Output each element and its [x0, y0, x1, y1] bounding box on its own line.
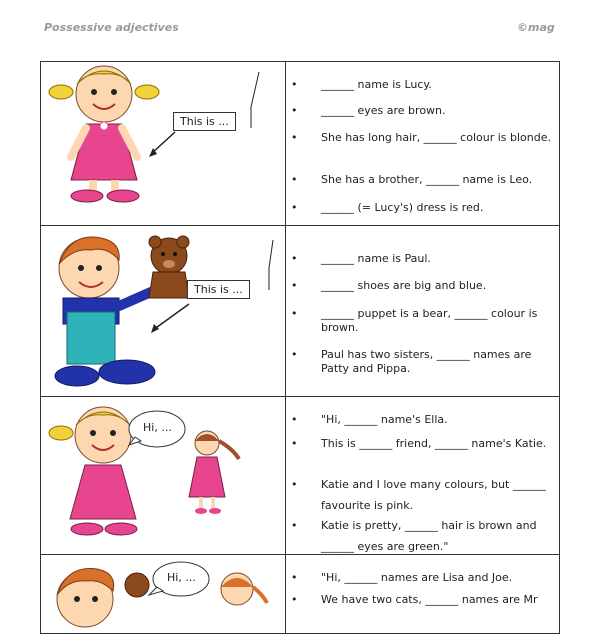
copyright-credit: ©mag [517, 21, 555, 34]
worksheet-title: Possessive adjectives [44, 21, 179, 34]
lucy-picture-cell [41, 62, 286, 225]
list-item: • "Hi, ______ name's Ella. [286, 413, 553, 427]
paul-illustration [41, 226, 285, 398]
ella-picture-cell [41, 397, 286, 554]
lucy-questions [286, 62, 559, 225]
lisa-joe-picture-cell [41, 555, 286, 633]
this-is-label: This is ... [173, 112, 236, 131]
list-item: • ______ (= Lucy's) dress is red. [286, 201, 553, 215]
list-item: • "Hi, ______ names are Lisa and Joe. [286, 571, 553, 585]
list-item: • ______ eyes are brown. [286, 104, 553, 118]
list-item: • This is ______ friend, ______ name's Katie. [286, 433, 553, 454]
list-item: • ______ puppet is a bear, ______ colour is brown. [286, 307, 553, 335]
row-paul [40, 225, 560, 397]
row-lisa-joe [40, 554, 560, 634]
ella-questions [286, 397, 559, 554]
list-item: • ______ shoes are big and blue. [286, 279, 553, 293]
paul-picture-cell [41, 226, 286, 396]
row-lucy [40, 61, 560, 226]
lisa-joe-illustration [41, 555, 285, 635]
list-item: • She has a brother, ______ name is Leo. [286, 173, 553, 187]
list-item: • Katie and I love many colours, but ______ favourite is pink. [286, 474, 553, 516]
list-item: • Paul has two sisters, ______ names are Patty and Pippa. [286, 348, 553, 376]
list-item: • Katie is pretty, ______ hair is brown and ______ eyes are green." [286, 515, 553, 557]
this-is-label: This is ... [187, 280, 250, 299]
speech-bubble-text: Hi, ... [143, 421, 172, 434]
list-item: • ______ name is Lucy. [286, 78, 553, 92]
list-item: • We have two cats, ______ names are Mr [286, 593, 553, 607]
row-ella [40, 396, 560, 555]
paul-questions [286, 226, 559, 396]
exercise-table [40, 61, 560, 621]
lisa-joe-questions [286, 555, 559, 633]
list-item: • She has long hair, ______ colour is blonde. [286, 131, 553, 145]
lucy-illustration [41, 62, 285, 227]
speech-bubble-text: Hi, ... [167, 571, 196, 584]
list-item: • ______ name is Paul. [286, 252, 553, 266]
